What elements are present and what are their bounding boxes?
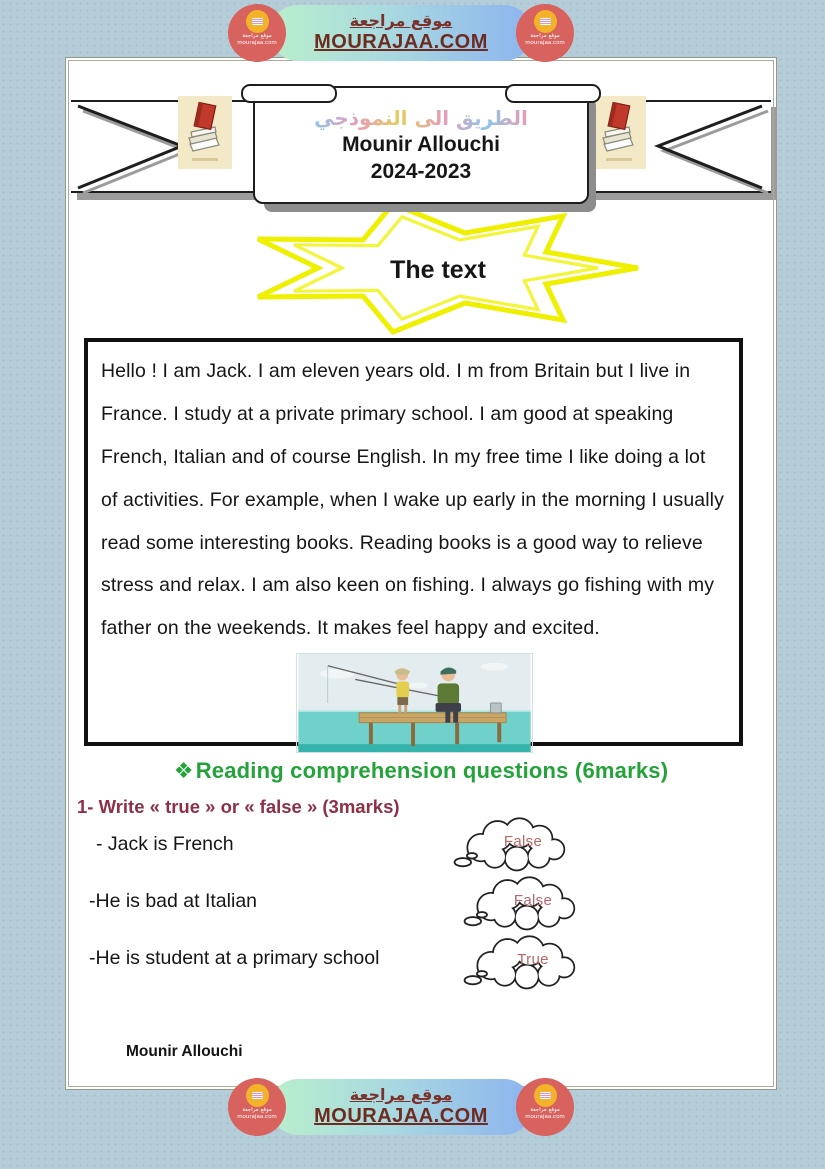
school-years: 2024-2023 <box>370 160 472 183</box>
scroll-roll-icon <box>505 84 601 103</box>
logo-book-icon <box>534 1084 557 1107</box>
section-title: The text <box>390 255 486 284</box>
questions-heading-text: Reading comprehension questions (6marks) <box>195 758 669 783</box>
statement-1: - Jack is French <box>96 833 234 855</box>
title-scroll <box>253 86 589 204</box>
worksheet-page <box>65 57 777 1090</box>
banner-arabic-title: موقع مراجعة <box>349 1085 453 1105</box>
question-1-instruction: 1- Write « true » or « false » (3marks) <box>77 796 400 817</box>
banner-site-link[interactable]: MOURAJAA.COM <box>314 30 488 53</box>
banner-site-link[interactable]: MOURAJAA.COM <box>314 1104 488 1127</box>
fishing-illustration <box>296 653 533 753</box>
author-name: Mounir Allouchi <box>342 132 500 156</box>
answer-cloud-1[interactable] <box>438 811 590 875</box>
books-stack-icon <box>592 96 646 169</box>
books-stack-icon <box>178 96 232 169</box>
banner-arabic-title: موقع مراجعة <box>349 11 453 31</box>
answer-text-2: False <box>513 891 553 909</box>
logo-domain-text: mourajaa.com <box>525 1113 565 1120</box>
site-logo <box>228 1078 286 1136</box>
logo-arabic-text: موقع مراجعة <box>530 1107 560 1113</box>
logo-domain-text: mourajaa.com <box>525 39 565 46</box>
logo-arabic-text: موقع مراجعة <box>242 1107 272 1113</box>
site-logo <box>516 4 574 62</box>
reading-passage-text: Hello ! I am Jack. I am eleven years old. I m from Britain but I live in France. I study at a private primary school. I am good at speaking French, Italian and of course English. In my free time I like doing a lot of activities. For example, when I wake up early in the morning I usually read some interesting books. Reading books is a good way to relieve stress and relax. I am also keen on fishing. I always go fishing with my father on the weekends. It makes feel happy and excited. <box>101 360 724 640</box>
answer-text-1: False <box>503 832 543 850</box>
logo-book-icon <box>246 1084 269 1107</box>
ribbon-right-chevron-icon <box>650 96 772 196</box>
answer-cloud-2[interactable] <box>448 870 600 934</box>
reading-passage-box <box>84 338 743 746</box>
answer-cloud-3[interactable] <box>448 929 600 993</box>
logo-domain-text: mourajaa.com <box>237 39 277 46</box>
author-signature: Mounir Allouchi <box>126 1043 243 1060</box>
answer-text-3: True <box>517 950 549 968</box>
header-ribbon <box>66 70 776 210</box>
scroll-roll-icon <box>241 84 337 103</box>
ribbon-left-chevron-icon <box>68 96 190 196</box>
statement-3: -He is student at a primary school <box>89 947 380 969</box>
site-logo <box>228 4 286 62</box>
starburst-banner <box>224 198 652 338</box>
fishing-illustration-wrap <box>101 653 727 758</box>
banner-pill <box>270 5 532 61</box>
logo-arabic-text: موقع مراجعة <box>242 33 272 39</box>
logo-book-icon <box>246 10 269 33</box>
logo-arabic-text: موقع مراجعة <box>530 33 560 39</box>
site-logo <box>516 1078 574 1136</box>
statement-2: -He is bad at Italian <box>89 890 258 912</box>
logo-domain-text: mourajaa.com <box>237 1113 277 1120</box>
questions-heading <box>66 758 776 784</box>
series-arabic-title: الطريق الى النموذجي <box>314 105 528 130</box>
logo-book-icon <box>534 10 557 33</box>
top-site-banner <box>228 4 574 62</box>
diamond-bullet-icon: ❖ <box>173 758 194 783</box>
banner-pill <box>270 1079 532 1135</box>
bottom-site-banner <box>228 1078 574 1136</box>
